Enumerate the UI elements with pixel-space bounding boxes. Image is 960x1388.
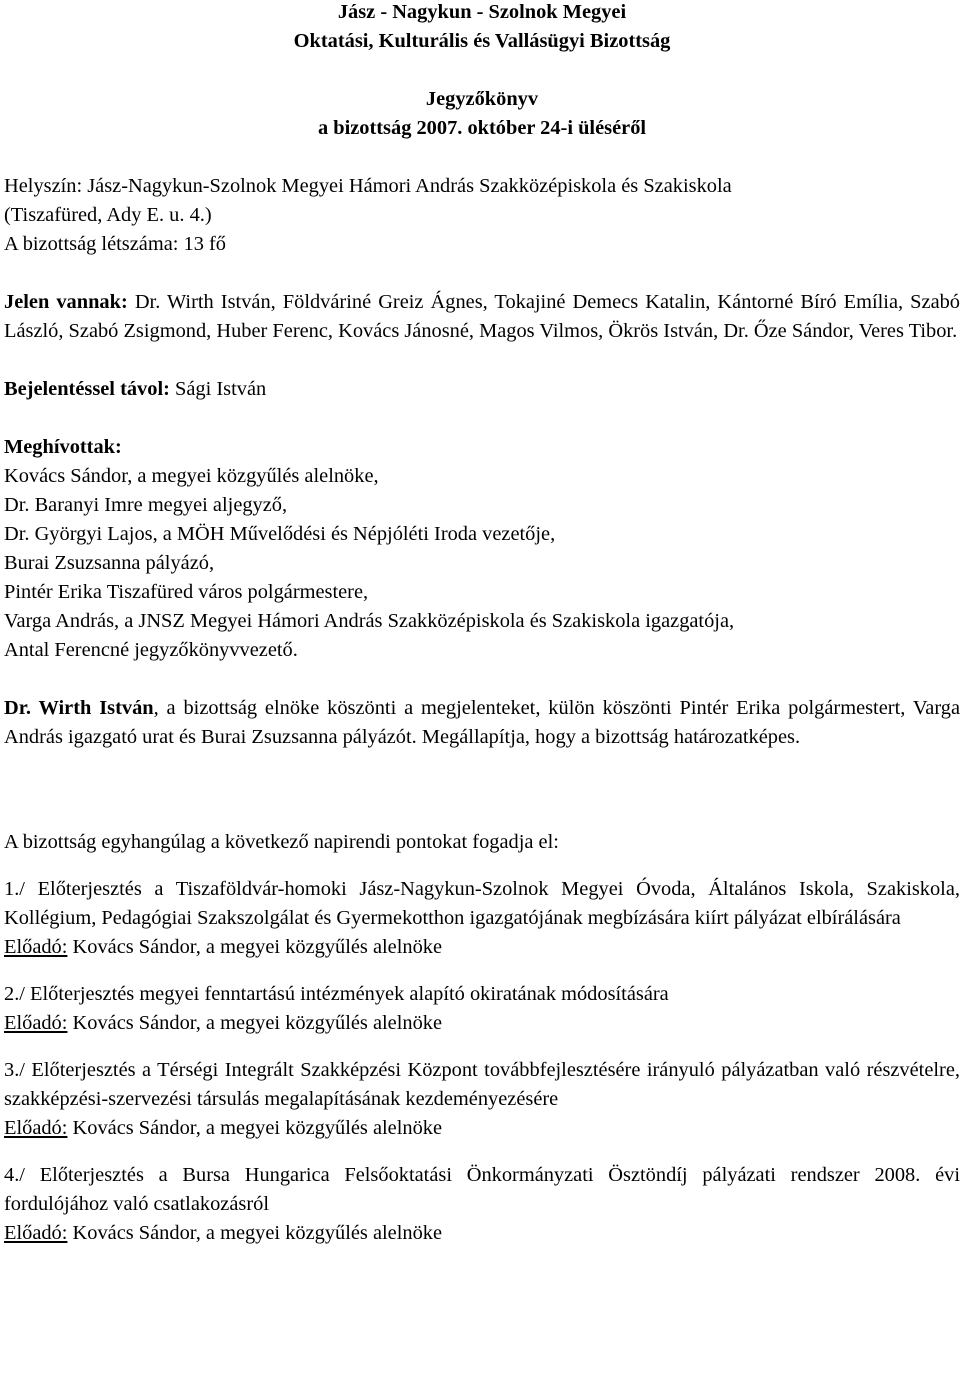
present-paragraph: [4, 288, 960, 346]
agenda-item-text: 3./ Előterjesztés a Térségi Integrált Szakképzési Központ továbbfejlesztésére irányuló pályázatban való részvételre, szakképzési-szervezési társulás megalapításának kezdeményezésére: [4, 1059, 960, 1110]
location-line-1: Helyszín: Jász-Nagykun-Szolnok Megyei Hámori András Szakközépiskola és Szakiskola: [4, 175, 732, 197]
committee-name-line: Oktatási, Kulturális és Vallásügyi Bizottság: [293, 30, 671, 52]
chair-name: Dr. Wirth István: [4, 697, 154, 719]
presenter-label: Előadó:: [4, 1117, 68, 1139]
document-title: Jegyzőkönyv: [425, 88, 539, 110]
members-count: A bizottság létszáma: 13 fő: [4, 233, 226, 255]
spacer: [4, 799, 960, 828]
location-line-2: (Tiszafüred, Ady E. u. 4.): [4, 204, 212, 226]
agenda-presenter: [4, 1114, 960, 1143]
invited-item: Varga András, a JNSZ Megyei Hámori András Szakközépiskola és Szakiskola igazgatója,: [4, 610, 735, 632]
invited-item: Dr. Baranyi Imre megyei aljegyző,: [4, 494, 288, 516]
committee-county-line: Jász - Nagykun - Szolnok Megyei: [337, 1, 627, 23]
agenda-item-text: 2./ Előterjesztés megyei fenntartású intézmények alapító okiratának módosítására: [4, 983, 669, 1005]
agenda-presenter: [4, 933, 960, 962]
agenda-presenter: [4, 1219, 960, 1248]
agenda-intro: A bizottság egyhangúlag a következő napirendi pontokat fogadja el:: [4, 831, 559, 853]
absent-paragraph: [4, 375, 960, 404]
presenter-name: Kovács Sándor, a megyei közgyűlés alelnöke: [67, 1012, 443, 1034]
spacer: [4, 752, 960, 799]
invited-item: Burai Zsuzsanna pályázó,: [4, 552, 215, 574]
presenter-name: Kovács Sándor, a megyei közgyűlés alelnöke: [67, 1117, 443, 1139]
agenda-item: [4, 1161, 960, 1248]
present-label: Jelen vannak:: [4, 291, 128, 313]
agenda-item-text: 1./ Előterjesztés a Tiszaföldvár-homoki Jász-Nagykun-Szolnok Megyei Óvoda, Általános Iskola, Szakiskola, Kollégium, Pedagógiai Szakszolgálat és Gyermekotthon igazgatójának megbízására kiírt pályázat elbírálására: [4, 878, 960, 929]
spacer: [4, 346, 960, 375]
invited-item: Kovács Sándor, a megyei közgyűlés alelnöke,: [4, 465, 379, 487]
absent-label: Bejelentéssel távol:: [4, 378, 170, 400]
spacer: [4, 665, 960, 694]
agenda-item: [4, 875, 960, 962]
presenter-label: Előadó:: [4, 1012, 68, 1034]
presenter-name: Kovács Sándor, a megyei közgyűlés alelnöke: [67, 1222, 443, 1244]
agenda-item: [4, 1056, 960, 1143]
presenter-label: Előadó:: [4, 936, 68, 958]
present-list: Dr. Wirth István, Földváriné Greiz Ágnes, Tokajiné Demecs Katalin, Kántorné Bíró Emília, Szabó László, Szabó Zsigmond, Huber Ferenc, Kovács Jánosné, Magos Vilmos, Ökrös István, Dr. Őze Sándor, Veres Tibor.: [4, 291, 960, 342]
spacer: [4, 56, 960, 85]
spacer: [4, 404, 960, 433]
document-subtitle: a bizottság 2007. október 24-i üléséről: [317, 117, 647, 139]
invited-label: Meghívottak:: [4, 436, 122, 458]
presenter-name: Kovács Sándor, a megyei közgyűlés alelnöke: [67, 936, 443, 958]
absent-list: Sági István: [169, 378, 267, 400]
invited-item: Dr. Györgyi Lajos, a MÖH Művelődési és Népjóléti Iroda vezetője,: [4, 523, 556, 545]
agenda-item-text: 4./ Előterjesztés a Bursa Hungarica Felsőoktatási Önkormányzati Ösztöndíj pályázati rendszer 2008. évi fordulójához való csatlakozásról: [4, 1164, 960, 1215]
agenda-presenter: [4, 1009, 960, 1038]
invited-item: Antal Ferencné jegyzőkönyvvezető.: [4, 639, 298, 661]
spacer: [4, 259, 960, 288]
presenter-label: Előadó:: [4, 1222, 68, 1244]
spacer: [4, 143, 960, 172]
opening-text: , a bizottság elnöke köszönti a megjelenteket, külön köszönti Pintér Erika polgármestert, Varga András igazgató urat és Burai Zsuzsanna pályázót. Megállapítja, hogy a bizottság határozatképes.: [4, 697, 960, 748]
agenda-item: [4, 980, 960, 1038]
opening-paragraph: [4, 694, 960, 752]
invited-item: Pintér Erika Tiszafüred város polgármestere,: [4, 581, 369, 603]
